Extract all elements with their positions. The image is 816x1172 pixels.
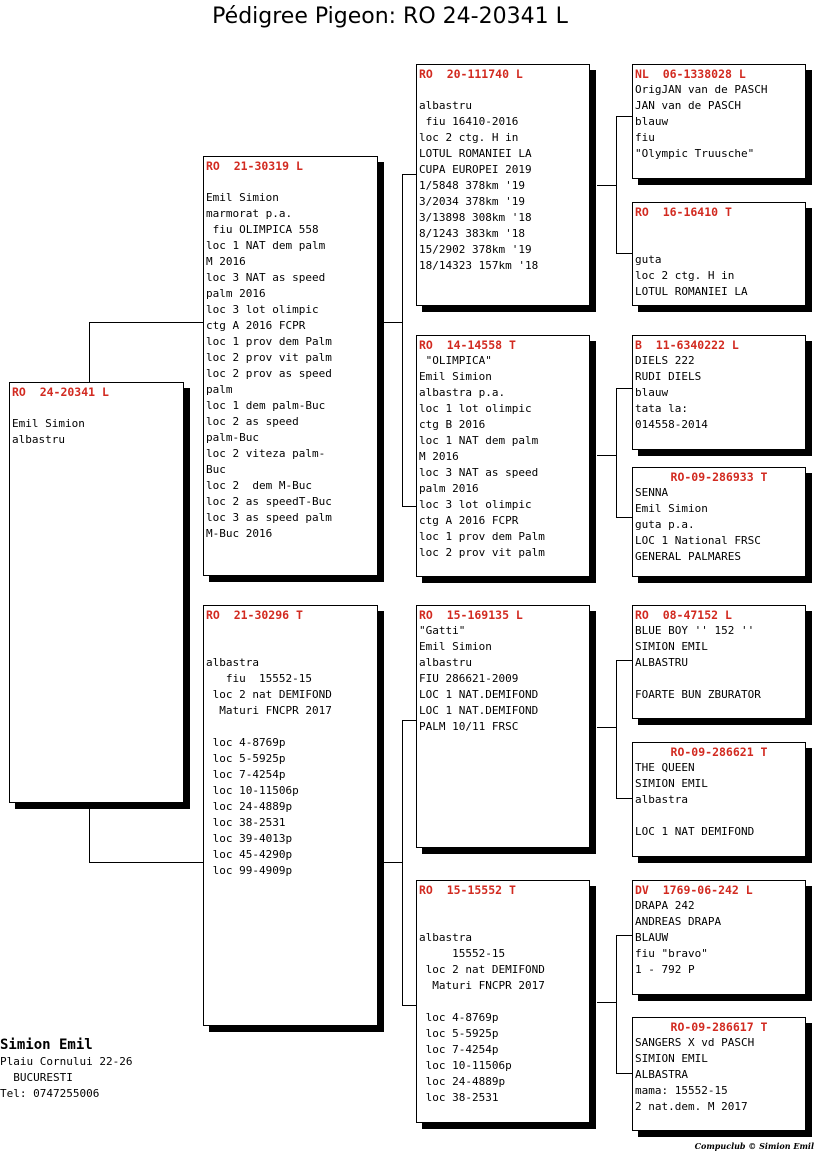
- detail-line: GENERAL PALMARES: [635, 550, 741, 563]
- detail-line: loc 2 prov vit palm: [419, 546, 545, 559]
- pigeon-details: [635, 623, 803, 703]
- detail-line: DIELS 222: [635, 354, 695, 367]
- detail-line: 1/5848 378km '19: [419, 179, 525, 192]
- detail-line: albastra: [206, 656, 259, 669]
- owner-block: [0, 1036, 132, 1102]
- software-credit: Compuclub © Simion Emil: [694, 1141, 814, 1151]
- detail-line: DRAPA 242: [635, 899, 695, 912]
- detail-line: THE QUEEN: [635, 761, 695, 774]
- detail-line: "Olympic Truusche": [635, 147, 755, 160]
- connector-ss-h: [597, 185, 617, 186]
- pigeon-card-dam-sire[interactable]: [416, 605, 590, 848]
- pigeon-details: [635, 220, 803, 300]
- detail-line: [419, 994, 587, 1010]
- detail-line: loc 3 lot olimpic: [206, 303, 319, 316]
- connector-sire-h: [383, 322, 403, 323]
- detail-line: loc 2 prov vit palm: [206, 351, 332, 364]
- detail-line: [419, 914, 587, 930]
- detail-line: [635, 220, 803, 236]
- owner-name: Simion Emil: [0, 1037, 93, 1053]
- connector-sire-v: [402, 174, 403, 507]
- connector-dam-h: [383, 862, 403, 863]
- detail-line: Emil Simion: [12, 417, 85, 430]
- connector-sd-h: [597, 455, 617, 456]
- detail-line: LOC 1 NAT.DEMIFOND: [419, 688, 539, 701]
- detail-line: LOTUL ROMANIEI LA: [419, 147, 532, 160]
- detail-line: albastru: [419, 99, 472, 112]
- ring-number: DV 1769-06-242 L: [635, 883, 753, 897]
- ring-number: RO 24-20341 L: [12, 385, 109, 399]
- detail-line: 3/13898 308km '18: [419, 211, 532, 224]
- detail-line: LOC 1 NAT DEMIFOND: [635, 825, 755, 838]
- detail-line: palm: [206, 383, 233, 396]
- detail-line: [12, 400, 181, 416]
- detail-line: loc 4-8769p: [419, 1011, 499, 1024]
- detail-line: tata la:: [635, 402, 688, 415]
- ring-number: RO-09-286933 T: [670, 470, 768, 484]
- detail-line: [419, 82, 587, 98]
- pigeon-details: [635, 82, 803, 162]
- detail-line: mama: 15552-15: [635, 1084, 728, 1097]
- detail-line: loc 1 NAT dem palm: [206, 239, 326, 252]
- detail-line: [206, 639, 375, 655]
- detail-line: fiu: [635, 131, 655, 144]
- ring-number: RO 15-15552 T: [419, 883, 516, 897]
- pigeon-card-ssd[interactable]: [632, 202, 806, 306]
- detail-line: [206, 623, 375, 639]
- detail-line: 014558-2014: [635, 418, 708, 431]
- detail-line: loc 2 nat DEMIFOND: [419, 963, 545, 976]
- detail-line: loc 3 NAT as speed: [206, 271, 326, 284]
- detail-line: M 2016: [419, 450, 459, 463]
- connector-subject-sire: [89, 322, 90, 384]
- detail-line: loc 2 as speed: [206, 415, 299, 428]
- detail-line: palm 2016: [419, 482, 479, 495]
- pigeon-details: [635, 760, 803, 840]
- pigeon-card-dam[interactable]: [203, 605, 378, 1026]
- detail-line: loc 38-2531: [206, 816, 286, 829]
- pigeon-details: [635, 353, 803, 433]
- detail-line: palm-Buc: [206, 431, 259, 444]
- connector-sd-v: [616, 388, 617, 518]
- connector-ss-a: [616, 116, 632, 117]
- connector-dd-a: [616, 935, 632, 936]
- connector-ds-v: [616, 660, 617, 799]
- connector-dam-v: [402, 720, 403, 1006]
- pigeon-card-dsd[interactable]: [632, 742, 806, 857]
- owner-phone: Tel: 0747255006: [0, 1087, 100, 1100]
- detail-line: loc 1 dem palm-Buc: [206, 399, 326, 412]
- detail-line: M-Buc 2016: [206, 527, 273, 540]
- connector-subject-sire-h: [89, 322, 204, 323]
- detail-line: loc 39-4013p: [206, 832, 293, 845]
- pigeon-card-dam-dam[interactable]: [416, 880, 590, 1123]
- detail-line: loc 38-2531: [419, 1091, 499, 1104]
- detail-line: ctg A 2016 FCPR: [419, 514, 519, 527]
- detail-line: 3/2034 378km '19: [419, 195, 525, 208]
- detail-line: loc 2 viteza palm-: [206, 447, 326, 460]
- pigeon-details: [419, 898, 587, 1106]
- pigeon-details: [635, 898, 803, 978]
- ring-number: RO 08-47152 L: [635, 608, 732, 622]
- detail-line: loc 1 prov dem Palm: [206, 335, 332, 348]
- pigeon-card-subject[interactable]: [9, 382, 184, 803]
- ring-number: RO 21-30319 L: [206, 159, 303, 173]
- detail-line: "Gatti": [419, 624, 466, 637]
- pigeon-details: [419, 82, 587, 274]
- detail-line: 15/2902 378km '19: [419, 243, 532, 256]
- detail-line: [635, 808, 803, 824]
- detail-line: guta p.a.: [635, 518, 695, 531]
- ring-number: RO 15-169135 L: [419, 608, 523, 622]
- connector-sire-sd: [402, 506, 417, 507]
- detail-line: SANGERS X vd PASCH: [635, 1036, 755, 1049]
- detail-line: ctg B 2016: [419, 418, 486, 431]
- detail-line: loc 2 ctg. H in: [635, 269, 735, 282]
- detail-line: BLAUW: [635, 931, 669, 944]
- detail-line: loc 10-11506p: [419, 1059, 512, 1072]
- ring-number: RO 20-111740 L: [419, 67, 523, 81]
- detail-line: RUDI DIELS: [635, 370, 702, 383]
- connector-dam-ds: [402, 720, 417, 721]
- detail-line: ALBASTRU: [635, 656, 688, 669]
- detail-line: loc 1 prov dem Palm: [419, 530, 545, 543]
- detail-line: FIU 286621-2009: [419, 672, 519, 685]
- detail-line: 8/1243 383km '18: [419, 227, 525, 240]
- detail-line: SENNA: [635, 486, 669, 499]
- detail-line: albastra: [419, 931, 472, 944]
- pigeon-card-sire-dam[interactable]: [416, 335, 590, 577]
- detail-line: loc 10-11506p: [206, 784, 299, 797]
- pigeon-details: [206, 623, 375, 879]
- connector-ds-h: [597, 727, 617, 728]
- detail-line: loc 1 NAT dem palm: [419, 434, 539, 447]
- detail-line: marmorat p.a.: [206, 207, 293, 220]
- detail-line: Maturi FNCPR 2017: [206, 704, 332, 717]
- ring-number: RO-09-286617 T: [670, 1020, 768, 1034]
- detail-line: Buc: [206, 463, 226, 476]
- detail-line: loc 5-5925p: [206, 752, 286, 765]
- detail-line: loc 1 lot olimpic: [419, 402, 532, 415]
- detail-line: loc 45-4290p: [206, 848, 293, 861]
- ring-number: RO 21-30296 T: [206, 608, 303, 622]
- detail-line: loc 3 NAT as speed: [419, 466, 539, 479]
- detail-line: [635, 671, 803, 687]
- detail-line: palm 2016: [206, 287, 266, 300]
- detail-line: "OLIMPICA": [419, 354, 492, 367]
- detail-line: Emil Simion: [419, 640, 492, 653]
- detail-line: albastra p.a.: [419, 386, 506, 399]
- connector-dd-b: [616, 1073, 632, 1074]
- pigeon-details: [419, 353, 587, 561]
- detail-line: loc 5-5925p: [419, 1027, 499, 1040]
- detail-line: 1 - 792 P: [635, 963, 695, 976]
- detail-line: loc 7-4254p: [419, 1043, 499, 1056]
- detail-line: 15552-15: [419, 947, 506, 960]
- detail-line: OrigJAN van de PASCH: [635, 83, 768, 96]
- detail-line: fiu 15552-15: [206, 672, 312, 685]
- pigeon-card-sds[interactable]: [632, 335, 806, 450]
- detail-line: BLUE BOY '' 152 '': [635, 624, 755, 637]
- ring-number: B 11-6340222 L: [635, 338, 739, 352]
- detail-line: loc 2 ctg. H in: [419, 131, 519, 144]
- pigeon-details: [206, 174, 375, 542]
- connector-dam-dd: [402, 1005, 417, 1006]
- connector-subject-dam: [89, 802, 90, 863]
- ring-number: NL 06-1338028 L: [635, 67, 746, 81]
- pigeon-details: [419, 623, 587, 735]
- detail-line: SIMION EMIL: [635, 640, 708, 653]
- detail-line: SIMION EMIL: [635, 1052, 708, 1065]
- detail-line: albastra: [635, 793, 688, 806]
- owner-address-city: BUCURESTI: [0, 1071, 73, 1084]
- detail-line: LOTUL ROMANIEI LA: [635, 285, 748, 298]
- connector-ds-a: [616, 660, 632, 661]
- detail-line: LOC 1 NAT.DEMIFOND: [419, 704, 539, 717]
- detail-line: CUPA EUROPEI 2019: [419, 163, 532, 176]
- detail-line: loc 24-4889p: [206, 800, 293, 813]
- pigeon-card-dss[interactable]: [632, 605, 806, 719]
- detail-line: Emil Simion: [635, 502, 708, 515]
- connector-sire-ss: [402, 174, 417, 175]
- detail-line: ctg A 2016 FCPR: [206, 319, 306, 332]
- pigeon-card-dds[interactable]: [632, 880, 806, 995]
- pigeon-card-ddd[interactable]: [632, 1017, 806, 1131]
- detail-line: fiu 16410-2016: [419, 115, 519, 128]
- detail-line: Maturi FNCPR 2017: [419, 979, 545, 992]
- pigeon-details: [635, 1035, 803, 1115]
- detail-line: loc 3 as speed palm: [206, 511, 332, 524]
- ring-number: RO 14-14558 T: [419, 338, 516, 352]
- detail-line: [206, 719, 375, 735]
- detail-line: ANDREAS DRAPA: [635, 915, 722, 928]
- detail-line: Emil Simion: [419, 370, 492, 383]
- detail-line: guta: [635, 253, 662, 266]
- detail-line: M 2016: [206, 255, 246, 268]
- detail-line: [635, 236, 803, 252]
- detail-line: [206, 174, 375, 190]
- ring-number: RO 16-16410 T: [635, 205, 732, 219]
- pigeon-card-sss[interactable]: [632, 64, 806, 179]
- connector-dd-h: [597, 1002, 617, 1003]
- detail-line: [419, 898, 587, 914]
- connector-sd-b: [616, 517, 632, 518]
- connector-ss-b: [616, 253, 632, 254]
- detail-line: loc 2 nat DEMIFOND: [206, 688, 332, 701]
- connector-ds-b: [616, 798, 632, 799]
- detail-line: albastru: [12, 433, 65, 446]
- detail-line: blauw: [635, 386, 669, 399]
- detail-line: loc 7-4254p: [206, 768, 286, 781]
- ring-number: RO-09-286621 T: [670, 745, 768, 759]
- detail-line: loc 99-4909p: [206, 864, 293, 877]
- connector-sd-a: [616, 388, 632, 389]
- detail-line: 2 nat.dem. M 2017: [635, 1100, 748, 1113]
- pigeon-card-sdd[interactable]: [632, 467, 806, 577]
- detail-line: fiu OLIMPICA 558: [206, 223, 319, 236]
- detail-line: SIMION EMIL: [635, 777, 708, 790]
- detail-line: FOARTE BUN ZBURATOR: [635, 688, 761, 701]
- detail-line: loc 4-8769p: [206, 736, 286, 749]
- pigeon-details: [12, 400, 181, 448]
- page-title: Pédigree Pigeon: RO 24-20341 L: [212, 4, 568, 29]
- pigeon-card-sire-sire[interactable]: [416, 64, 590, 306]
- detail-line: ALBASTRA: [635, 1068, 688, 1081]
- pigeon-details: [635, 485, 803, 565]
- detail-line: PALM 10/11 FRSC: [419, 720, 519, 733]
- detail-line: LOC 1 National FRSC: [635, 534, 761, 547]
- detail-line: albastru: [419, 656, 472, 669]
- detail-line: loc 2 dem M-Buc: [206, 479, 312, 492]
- detail-line: blauw: [635, 115, 669, 128]
- connector-dd-v: [616, 935, 617, 1074]
- detail-line: loc 2 prov as speed: [206, 367, 332, 380]
- detail-line: Emil Simion: [206, 191, 279, 204]
- pigeon-card-sire[interactable]: [203, 156, 378, 576]
- detail-line: loc 24-4889p: [419, 1075, 506, 1088]
- detail-line: loc 3 lot olimpic: [419, 498, 532, 511]
- detail-line: 18/14323 157km '18: [419, 259, 539, 272]
- connector-subject-dam-h: [89, 862, 204, 863]
- owner-address-street: Plaiu Cornului 22-26: [0, 1055, 133, 1068]
- detail-line: fiu "bravo": [635, 947, 708, 960]
- detail-line: JAN van de PASCH: [635, 99, 741, 112]
- detail-line: loc 2 as speedT-Buc: [206, 495, 332, 508]
